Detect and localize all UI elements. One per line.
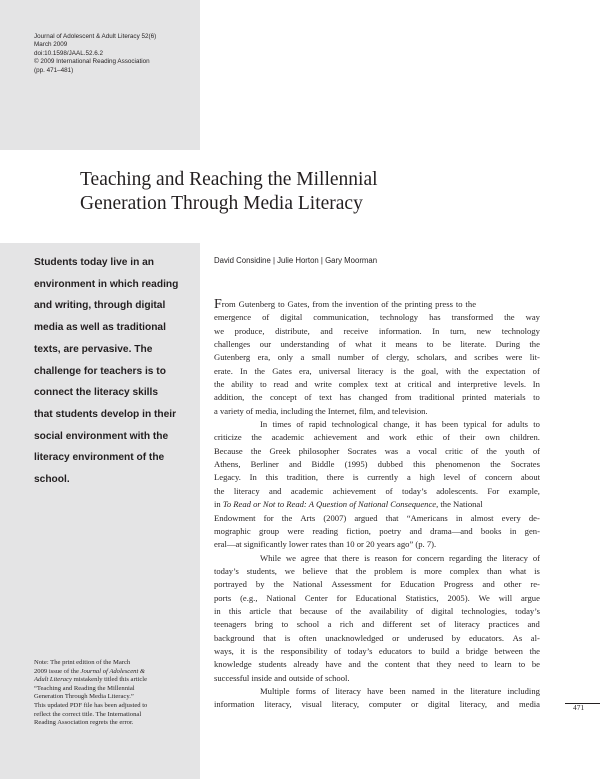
body-line: we produce, distribute, and receive information. In turn, new technology (214, 325, 540, 336)
body-line: today’s students, we believe that the problem is more complex than what is (214, 565, 540, 576)
citation-copyright: © 2009 International Reading Association (34, 58, 150, 66)
body-line: knowledge students already have and the content that they need to learn to be (214, 659, 540, 670)
body-line: emergence of digital communication, technology has transformed the way (214, 312, 540, 323)
body-line: background that is often unacknowledged or underused by educators. As al- (214, 632, 540, 643)
body-line: information literacy, visual literacy, computer or digital literacy, and media (214, 699, 540, 710)
citation-pages: (pp. 471–481) (34, 66, 74, 74)
note-line: This updated PDF file has been adjusted to (34, 701, 148, 709)
pull-quote-line: literacy environment of the (34, 452, 165, 464)
body-line: portrayed by the National Assessment for Education Progress and other re- (214, 579, 540, 590)
article-title (80, 168, 500, 215)
pull-quote-line: connect the literacy skills (34, 387, 159, 399)
pull-quote-line: environment in which reading (34, 278, 179, 290)
body-line: erate. In the Gates era, universal literacy is the goal, with the expectation of (214, 365, 540, 376)
note-line: Generation Through Media Literacy.” (34, 693, 134, 701)
body-line: challenges our understanding of what it means to be literate. During the (214, 339, 540, 350)
pull-quote (34, 252, 194, 491)
body-line: in To Read or Not to Read: A Question of National Consequence , the National (214, 498, 540, 511)
citation-date: March 2009 (34, 41, 68, 49)
body-line: successful inside and outside of school. (214, 672, 350, 683)
journal-citation (34, 33, 204, 75)
body-line: In times of rapid technological change, it has been typical for adults to (260, 419, 540, 430)
note-line: Reading Association regrets the error. (34, 719, 134, 727)
body-line: F rom Gutenberg to Gates, from the invention of the printing press to the (214, 297, 477, 312)
citation-journal: Journal of Adolescent & Adult Literacy 52(6) (34, 33, 157, 40)
title-line-2: Generation Through Media Literacy (80, 192, 363, 214)
pull-quote-line: Students today live in an (34, 257, 155, 268)
body-line: criticize the academic achievement and work ethic of their own children. (214, 432, 540, 443)
pull-quote-line: social environment with the (34, 430, 169, 442)
note-line: Note: The print edition of the March (34, 659, 131, 666)
body-line: Because the Greek philosopher Socrates was a vocal critic of the youth of (214, 445, 540, 456)
note-line: “Teaching and Reading the Millennial (34, 684, 135, 692)
cited-report-title: To Read or Not to Read: A Question of National Consequence (222, 499, 437, 510)
pull-quote-line: that students develop in their (34, 408, 177, 420)
correction-note (34, 659, 194, 728)
body-line: addition, the concept of text has changed from traditional printed materials to (214, 392, 540, 403)
page-number: 471 (573, 703, 585, 712)
body-line: the ability to read and write complex text at critical and interpretive levels. In (214, 379, 540, 390)
drop-cap: F (214, 297, 222, 312)
body-line: the literacy and academic achievement of today’s adolescents. For example, (214, 485, 540, 496)
body-line: teenagers bring to school a rich and different set of literacy practices and (214, 619, 540, 630)
body-line: While we agree that there is reason for concern regarding the literacy of (260, 552, 540, 563)
title-line-1: Teaching and Reaching the Millennial (80, 169, 378, 190)
pull-quote-line: media as well as traditional (34, 322, 166, 334)
note-journal-name: Journal of Adolescent & (80, 667, 146, 675)
body-line: in this article that because of the availability of digital technologies, today’s (214, 605, 540, 616)
pull-quote-line: and writing, through digital (34, 300, 166, 312)
article-body (214, 298, 540, 712)
body-line: Gutenberg era, only a small number of clergy, scholars, and scribes were lit- (214, 352, 540, 363)
note-journal-name-cont: Adult Literacy (34, 676, 72, 684)
header-blank-area (200, 0, 600, 150)
body-line: Multiple forms of literacy have been named in the literature including (260, 685, 540, 696)
body-line: ports (e.g., National Center for Educational Statistics, 2005). We will argue (214, 592, 540, 603)
body-line: mographic group were reading fiction, poetry and drama—and books in gen- (214, 525, 540, 536)
author-list: David Considine | Julie Horton | Gary Moorman (214, 256, 378, 265)
body-line: Athens, Berliner and Biddle (1995) dubbed this phenomenon the Socrates (214, 459, 540, 470)
body-line: eral—at significantly lower rates than 10 or 20 years ago” (p. 7). (214, 539, 437, 550)
note-line: reflect the correct title. The International (34, 710, 142, 718)
pull-quote-line: school. (34, 474, 70, 486)
pull-quote-line: challenge for teachers is to (34, 365, 166, 377)
pull-quote-line: texts, are pervasive. The (34, 343, 153, 355)
body-line: ways, it is the responsibility of today’s educators to build a bridge between the (214, 645, 540, 656)
body-line: Endowment for the Arts (2007) argued that “Americans in almost every de- (214, 512, 540, 523)
body-line: a variety of media, including the Internet, film, and television. (214, 405, 428, 416)
body-line: Legacy. In this tradition, there is currently a high level of concern about (214, 472, 540, 483)
note-line: Adult Literacy mistakenly titled this article (34, 676, 147, 684)
note-line: 2009 issue of the Journal of Adolescent & (34, 667, 146, 675)
citation-doi: doi:10.1598/JAAL.52.6.2 (34, 49, 103, 57)
